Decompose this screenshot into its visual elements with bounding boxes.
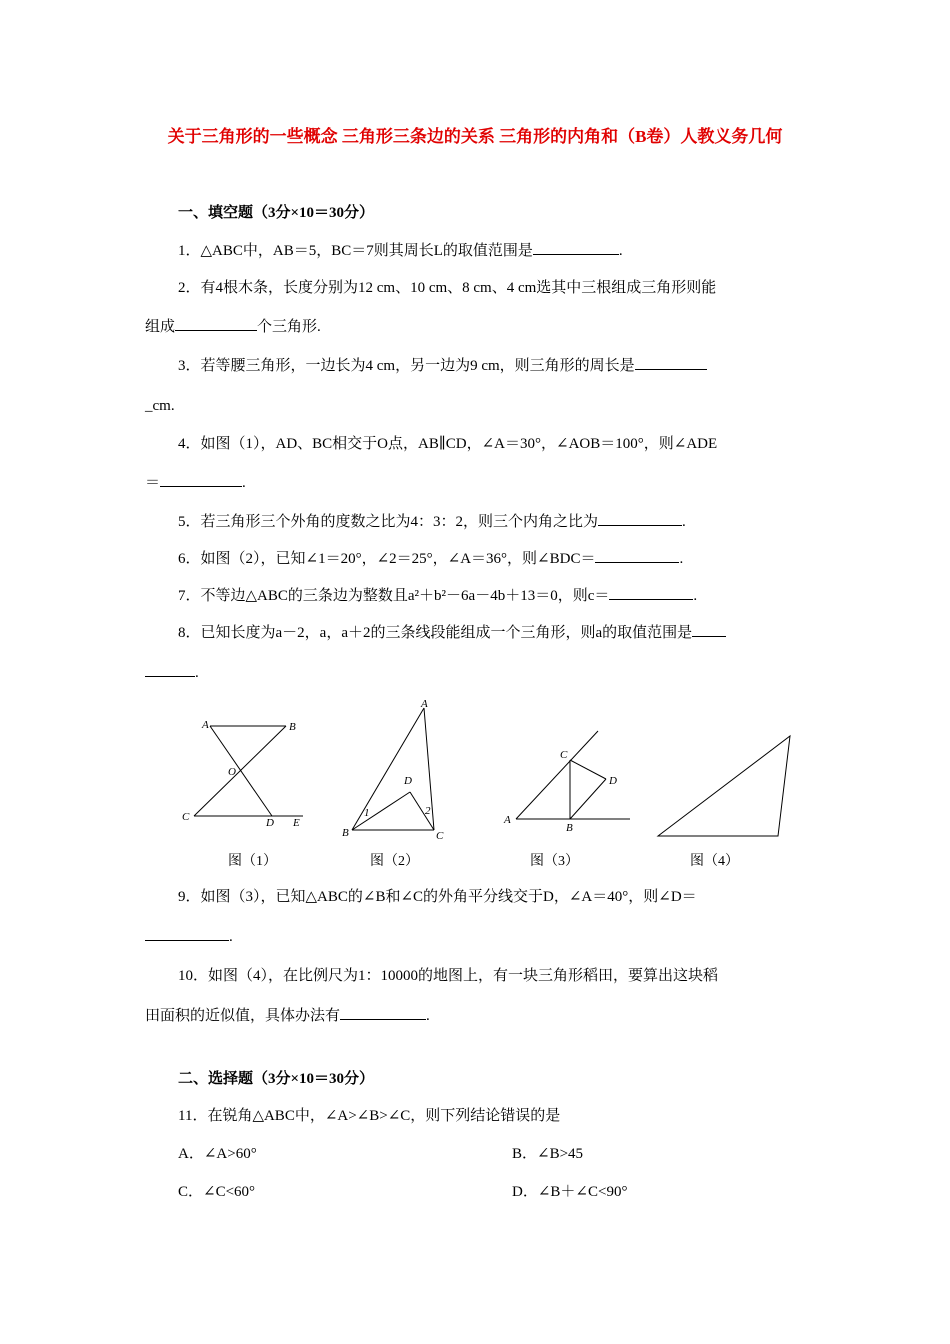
figure-4-caption: 图（4）	[690, 854, 739, 869]
question-2-text: 组成	[145, 319, 176, 335]
option-c[interactable]: C．∠C<60°	[178, 1184, 256, 1200]
question-3-text: 3．若等腰三角形，一边长为4 cm，另一边为9 cm，则三角形的周长是	[178, 358, 635, 374]
segment-cd	[570, 760, 606, 779]
figure-2	[338, 696, 450, 844]
label-b: B	[566, 822, 573, 834]
label-b: B	[289, 721, 296, 733]
figure-3	[498, 727, 638, 837]
question-3-line-1	[178, 355, 810, 377]
label-a: A	[202, 719, 209, 731]
question-1-end: .	[618, 243, 623, 259]
label-c: C	[436, 830, 444, 842]
question-7-end: .	[693, 588, 698, 604]
answer-blank[interactable]	[160, 472, 242, 487]
label-a: A	[421, 698, 428, 710]
question-11: 11．在锐角△ABC中，∠A>∠B>∠C，则下列结论错误的是	[178, 1108, 561, 1124]
question-8-line-2	[145, 662, 810, 684]
page-title: 关于三角形的一些概念 三角形三条边的关系 三角形的内角和（B卷）人教义务几何	[167, 127, 783, 146]
answer-blank[interactable]	[533, 240, 619, 255]
figure-1-caption: 图（1）	[228, 854, 277, 869]
segment-ac-extended	[516, 731, 598, 819]
section-heading-fill-blank: 一、填空题（3分×10＝30分）	[178, 205, 375, 221]
segment-ab	[352, 708, 424, 830]
question-6-end: .	[679, 551, 684, 567]
question-6-text: 6．如图（2），已知∠1＝20°，∠2＝25°，∠A＝36°，则∠BDC＝	[178, 551, 596, 567]
label-b: B	[342, 827, 349, 839]
question-10-end: .	[426, 1008, 430, 1024]
label-angle-2: 2	[425, 805, 431, 817]
label-angle-1: 1	[364, 807, 370, 819]
segment-bd	[570, 779, 606, 819]
answer-blank[interactable]	[145, 926, 229, 941]
triangle-rice-field	[658, 736, 790, 836]
question-10-text: 田面积的近似值，具体办法有	[145, 1008, 341, 1024]
segment-ad	[210, 726, 272, 816]
section-heading-multiple-choice: 二、选择题（3分×10＝30分）	[178, 1071, 375, 1087]
question-10-line-1: 10．如图（4），在比例尺为1：10000的地图上，有一块三角形稻田，要算出这块稻	[178, 968, 719, 984]
question-5	[178, 511, 810, 533]
question-2-line-1: 2．有4根木条，长度分别为12 cm、10 cm、8 cm、4 cm选其中三根组成三角形则能	[178, 280, 717, 296]
question-1-text: 1．△ABC中，AB＝5，BC＝7则其周长L的取值范围是	[178, 243, 533, 259]
answer-blank[interactable]	[175, 316, 257, 331]
question-2-line-2	[145, 316, 810, 338]
answer-blank[interactable]	[635, 355, 707, 370]
answer-blank[interactable]	[609, 585, 693, 600]
question-8-line-1	[178, 622, 810, 644]
answer-blank[interactable]	[595, 548, 679, 563]
answer-blank-continued[interactable]	[145, 662, 195, 677]
figure-2-caption: 图（2）	[370, 854, 419, 869]
question-3-line-2: _cm.	[145, 398, 175, 414]
segment-bc	[194, 726, 286, 816]
question-10-line-2	[145, 1005, 810, 1027]
label-c: C	[182, 811, 190, 823]
question-7-text: 7．不等边△ABC的三条边为整数且a²＋b²－6a－4b＋13＝0，则c＝	[178, 588, 610, 604]
label-d: D	[266, 817, 274, 829]
label-d: D	[404, 775, 412, 787]
figure-1	[178, 712, 313, 837]
question-5-end: .	[682, 514, 686, 530]
question-9-end: .	[229, 929, 233, 945]
question-4-line-1: 4．如图（1），AD、BC相交于O点，AB∥CD，∠A＝30°，∠AOB＝100°，则∠ADE	[178, 436, 718, 452]
question-2-end: 个三角形.	[257, 319, 321, 335]
question-8-end: .	[195, 665, 199, 681]
question-8-text: 8．已知长度为a－2，a，a＋2的三条线段能组成一个三角形，则a的取值范围是	[178, 625, 693, 641]
label-o: O	[228, 766, 236, 778]
option-b[interactable]: B．∠B>45	[512, 1146, 584, 1162]
question-4-text: ＝	[145, 475, 161, 491]
figure-4	[652, 728, 797, 843]
option-d[interactable]: D．∠B＋∠C<90°	[512, 1184, 628, 1200]
question-6	[178, 548, 810, 570]
label-a: A	[504, 814, 511, 826]
question-5-text: 5．若三角形三个外角的度数之比为4：3：2，则三个内角之比为	[178, 514, 599, 530]
label-c: C	[560, 749, 568, 761]
question-4-line-2	[145, 472, 810, 494]
answer-blank[interactable]	[598, 511, 682, 526]
question-7	[178, 585, 810, 607]
segment-bd	[352, 792, 410, 830]
question-4-end: .	[242, 475, 246, 491]
answer-blank[interactable]	[340, 1005, 426, 1020]
option-a[interactable]: A．∠A>60°	[178, 1146, 257, 1162]
label-d: D	[609, 775, 617, 787]
question-9-line-2	[145, 926, 810, 948]
figure-3-caption: 图（3）	[530, 854, 579, 869]
question-1	[178, 240, 810, 262]
question-9-line-1: 9．如图（3），已知△ABC的∠B和∠C的外角平分线交于D，∠A＝40°，则∠D＝	[178, 889, 697, 905]
label-e: E	[293, 817, 300, 829]
answer-blank[interactable]	[692, 622, 726, 637]
